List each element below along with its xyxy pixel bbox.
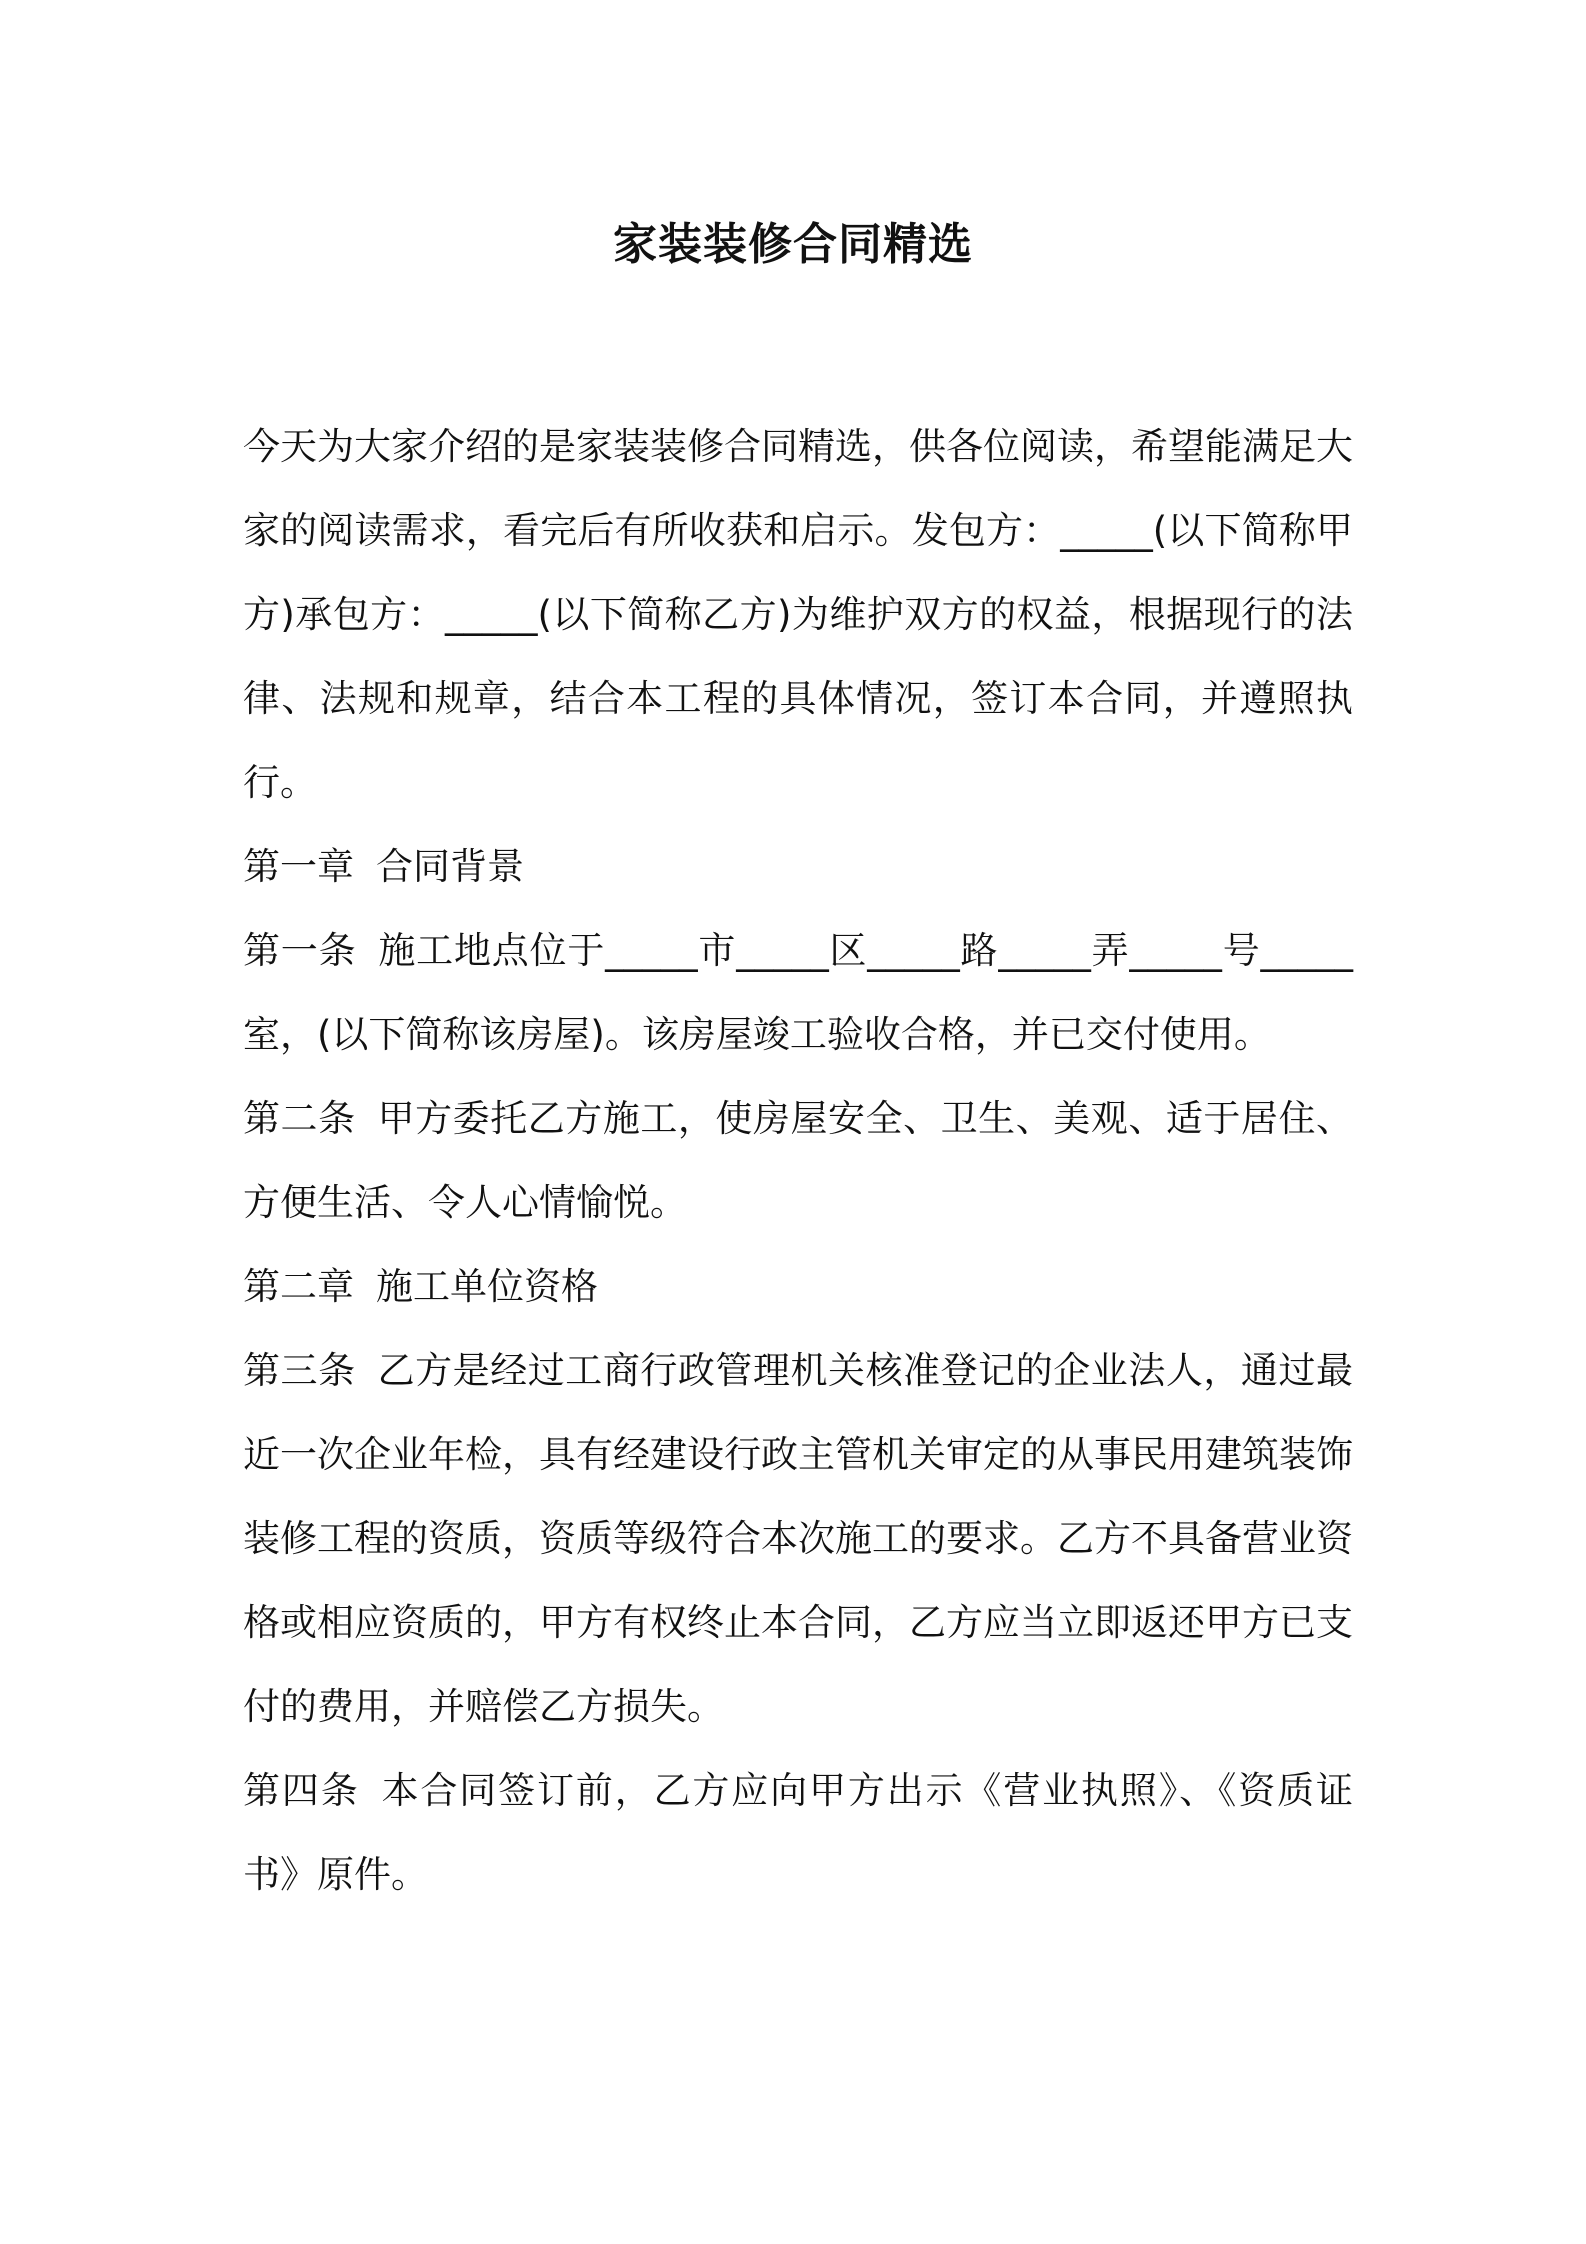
document-body [243,405,1353,1917]
article-4 [243,1749,1353,1917]
chapter-2-title: 施工单位资格 [376,1265,598,1308]
article-3-label: 第三条 [243,1349,356,1392]
chapter-1-heading [243,825,1353,909]
article-2 [243,1077,1353,1245]
article-1-text: 施工地点位于_____市_____区_____路_____弄_____号_____室，(以下简称该房屋)。该房屋竣工验收合格，并已交付使用。 [243,929,1354,1056]
chapter-2-label: 第二章 [243,1265,354,1308]
chapter-1-label: 第一章 [243,845,354,888]
article-1-label: 第一条 [243,929,357,972]
article-4-label: 第四条 [243,1769,360,1812]
intro-paragraph: 今天为大家介绍的是家装装修合同精选，供各位阅读，希望能满足大家的阅读需求，看完后有所收获和启示。发包方：_____(以下简称甲方)承包方：_____(以下简称乙方)为维护双方的权益，根据现行的法律、法规和规章，结合本工程的具体情况，签订本合同，并遵照执行。 [243,425,1353,804]
chapter-1-title: 合同背景 [376,845,524,888]
article-4-text: 本合同签订前，乙方应向甲方出示《营业执照》、《资质证书》原件。 [243,1769,1354,1896]
article-2-text: 甲方委托乙方施工，使房屋安全、卫生、美观、适于居住、方便生活、令人心情愉悦。 [243,1097,1354,1224]
chapter-2-heading [243,1245,1353,1329]
article-3 [243,1329,1353,1749]
article-3-text: 乙方是经过工商行政管理机关核准登记的企业法人，通过最近一次企业年检，具有经建设行政主管机关审定的从事民用建筑装饰装修工程的资质，资质等级符合本次施工的要求。乙方不具备营业资格或相应资质的，甲方有权终止本合同，乙方应当立即返还甲方已支付的费用，并赔偿乙方损失。 [243,1349,1354,1728]
document-title: 家装装修合同精选 [613,219,973,270]
article-2-label: 第二条 [243,1097,356,1140]
article-1 [243,909,1353,1077]
